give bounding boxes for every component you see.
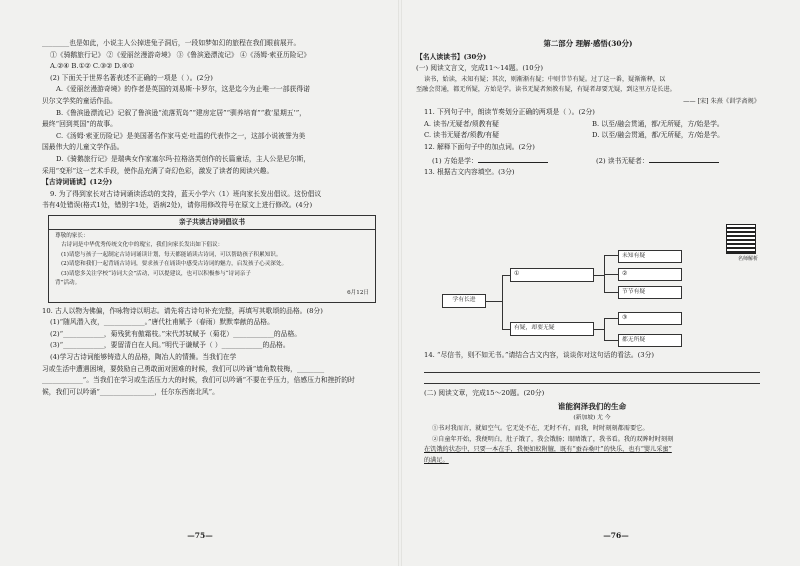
article-paragraph-2: ②自童年开始，我便明白，肚子饿了，我会饿肠；眼睛饿了，我书看。我的双眸时时刻刻: [432, 435, 674, 443]
page-number: —75—: [187, 531, 213, 541]
answer-line[interactable]: [424, 362, 760, 373]
option-2c: C.《汤姆·索亚历险记》是美国著名作家马克·吐温的代表作之一，这部小说被誉为美: [56, 131, 306, 140]
option-11b: B. 以至/融会贯通，都/无所疑，方/始是学。: [592, 119, 724, 128]
tree-leaf-2[interactable]: ②: [618, 268, 682, 281]
option-2a-cont: 贝尔文学奖的童话作品。: [42, 96, 117, 105]
section-poetry: 【古诗词诵读】(12分): [42, 178, 113, 187]
answer-blank[interactable]: [649, 154, 719, 163]
option-11c: C. 读书无疑者/须教/有疑: [424, 131, 500, 140]
question-13: 13. 根据古文内容填空。(3分): [424, 168, 515, 177]
option-2a: A.《爱丽丝漫游奇境》的作者是英国的刘易斯·卡罗尔，这是迄今为止唯一一部获得诺: [56, 85, 310, 94]
option-2d-cont: 采用“变形”这一艺术手段，使作品充满了奇幻色彩，激发了读者的阅读兴趣。: [42, 166, 274, 175]
proposal-line: 古诗词是中华优秀传统文化中的瑰宝，我们向家长发出如下倡议：: [61, 242, 224, 249]
option-11d: D. 以至/融会贯通，都/无所疑，方/始是学。: [592, 131, 724, 140]
qr-label: 名师解析: [737, 256, 758, 262]
question-12: 12. 解释下面句子中的加点词。(2分): [424, 142, 535, 151]
tree-leaf-1: 未知有疑: [618, 250, 682, 263]
option-11a: A. 读书/无疑者/须教有疑: [424, 119, 499, 128]
question-11-options-ab: [416, 119, 760, 131]
question-10-4-cont: 候，我们可以吟诵“________________，任尔东西南北风”。: [42, 387, 219, 396]
question-9: 9. 为了得到家长对古诗词诵读活动的支持，蓝天小学六（1）班向家长发出倡议。这份倡议: [50, 189, 322, 198]
question-2: (2) 下面关于世界名著表述不正确的一项是（ ）。(2分): [50, 73, 213, 82]
tree-leaf-3: 节节有疑: [618, 286, 682, 299]
question-10-4-cont: ____________”。当我们在学习或生活压力大的时候，我们可以吟诵“不要在乎压力，倍感压力和挫折的时: [42, 376, 355, 385]
option-2b: B.《鲁滨逊漂流记》记叙了鲁滨逊“流落荒岛”“建房定居”“驯养培育”“救‘星期五’”，: [56, 108, 306, 117]
part-title: 第二部分 理解·感悟(30分): [543, 39, 633, 48]
proposal-title: 亲子共读古诗词倡议书: [49, 218, 375, 230]
question-12-2: (2) 读书无疑者：: [596, 156, 649, 165]
question-9-cont: 书有4处错误(格式1处，错别字1处，语病2处)，请你用修改符号在原文上进行修改。(4分): [42, 201, 313, 210]
tree-branch-1[interactable]: ①: [510, 268, 594, 282]
question-11-options-cd: [416, 130, 760, 142]
answer-blank[interactable]: [478, 154, 548, 163]
proposal-line: (3)请您多关注学校“诗词大会”活动，可以提建议，也可以积极参与“诗词亲子: [61, 270, 251, 277]
proposal-line: 背”活动。: [55, 280, 81, 287]
proposal-greeting: 尊敬的家长：: [55, 232, 89, 239]
tree-root: 学有长进: [442, 294, 486, 308]
question-10-2: (2)“____________，菊残犹有傲霜枝。”宋代苏轼赋予（菊花）____________的品格。: [50, 329, 302, 338]
section-reading: 【名人读读书】(30分): [416, 52, 487, 61]
tree-leaf-4[interactable]: ③: [618, 312, 682, 325]
question-14: 14. “尽信书，则不如无书。”请结合古文内容，谈谈你对这句话的看法。(3分): [424, 351, 655, 359]
question-10-4-cont: 习或生活中遭遇困境，要鼓励自己勇敢面对困难的时候，我们可以吟诵“墙角数枝梅，________: [42, 364, 325, 373]
lower-right-section: [424, 350, 760, 466]
qr-code[interactable]: [726, 224, 756, 254]
proposal-date: 6月12日: [347, 290, 369, 297]
article-paragraph-2-end: 的满足。: [424, 456, 449, 464]
question-10-4: (4)学习古诗词能够铸造人的品格，陶冶人的情操。当我们在学: [50, 353, 237, 362]
question-11: 11. 下列句子中，朗读节奏划分正确的两项是（ ）。(2分): [424, 108, 595, 117]
question-10: 10. 古人以物为佛偏，作咏物诗以明志。请先将古诗句补充完整，再填写其歌颂的品格。(8分): [42, 306, 323, 315]
modern-intro: (二) 阅读文章，完成15～20题。(20分): [424, 388, 545, 397]
tree-leaf-5: 都无所疑: [618, 334, 682, 347]
article-paragraph-1: ①书对我而言，就如空气。它无处不在，无时不有，而我，时时刻刻都需要它。: [432, 425, 649, 433]
answer-line[interactable]: [424, 373, 760, 384]
answer-options: A.②④ B.①② C.③② D.④①: [50, 62, 134, 71]
proposal-box: [48, 215, 376, 303]
classical-passage: 读书，始读，未知有疑；其次，则渐渐有疑；中则节节有疑。过了这一番，疑渐渐释，以: [424, 75, 666, 83]
classical-passage-cont: 至融会贯通，都无所疑，方始是学。读书无疑者须教有疑，有疑者却要无疑，到这里方是长进。: [416, 86, 676, 94]
book-options: ①《骑鹅旅行记》 ②《爱丽丝漫游奇境》 ③《鲁滨逊漂流记》 ④《汤姆·索亚历险记》: [50, 50, 311, 59]
question-10-3: (3)“____________，要留清白在人间。”明代于谦赋予（ ）____________的品格。: [50, 341, 290, 350]
question-10-1: (1)“随风潜入夜，____________。”唐代杜甫赋予（春雨）默默奉献的品格。: [50, 318, 274, 327]
option-2d: D.《骑鹅旅行记》是瑞典女作家塞尔玛·拉格洛芙创作的长篇童话，主人公是尼尔斯，: [56, 154, 311, 163]
proposal-line: (1)请您与孩子一起制定古诗词诵读计划，每天都能诵读古诗词，可以帮助孩子积累知识。: [61, 251, 282, 258]
article-paragraph-2-cont: 在饥饿的状态中，只要一本在手，我便如蚁附膻，既有“蚕吞桑叶”的快乐，也有“婴儿采蜜”: [424, 446, 672, 454]
question-12-items: [416, 154, 760, 168]
article-title: 谁能润泽我们的生命: [557, 402, 627, 412]
passage-source: —— [宋] 朱熹《训学斋规》: [683, 97, 760, 105]
question-12-1: (1) 方始是学：: [432, 156, 478, 165]
intro-line: ________也是如此，小说主人公掉进兔子洞后，一段如梦如幻的旅程在我们眼前展开。: [42, 39, 301, 47]
page-number: —76—: [603, 531, 629, 541]
option-2c-cont: 国最伟大的儿童文学作品。: [42, 143, 124, 152]
tree-branch-2: 有疑，却要无疑: [510, 322, 594, 336]
classical-intro: (一) 阅读文言文，完成11～14题。(10分): [416, 64, 544, 73]
article-author: (新加坡) 尤 今: [573, 414, 611, 421]
option-2b-cont: 最终“回到英国”的故事。: [42, 120, 117, 129]
reading-progress-diagram: [416, 253, 726, 356]
proposal-line: (2)请您和我们一起背诵古诗词，要求孩子在诵读中感受古诗词的魅力，启发孩子心灵深处。: [61, 261, 288, 268]
